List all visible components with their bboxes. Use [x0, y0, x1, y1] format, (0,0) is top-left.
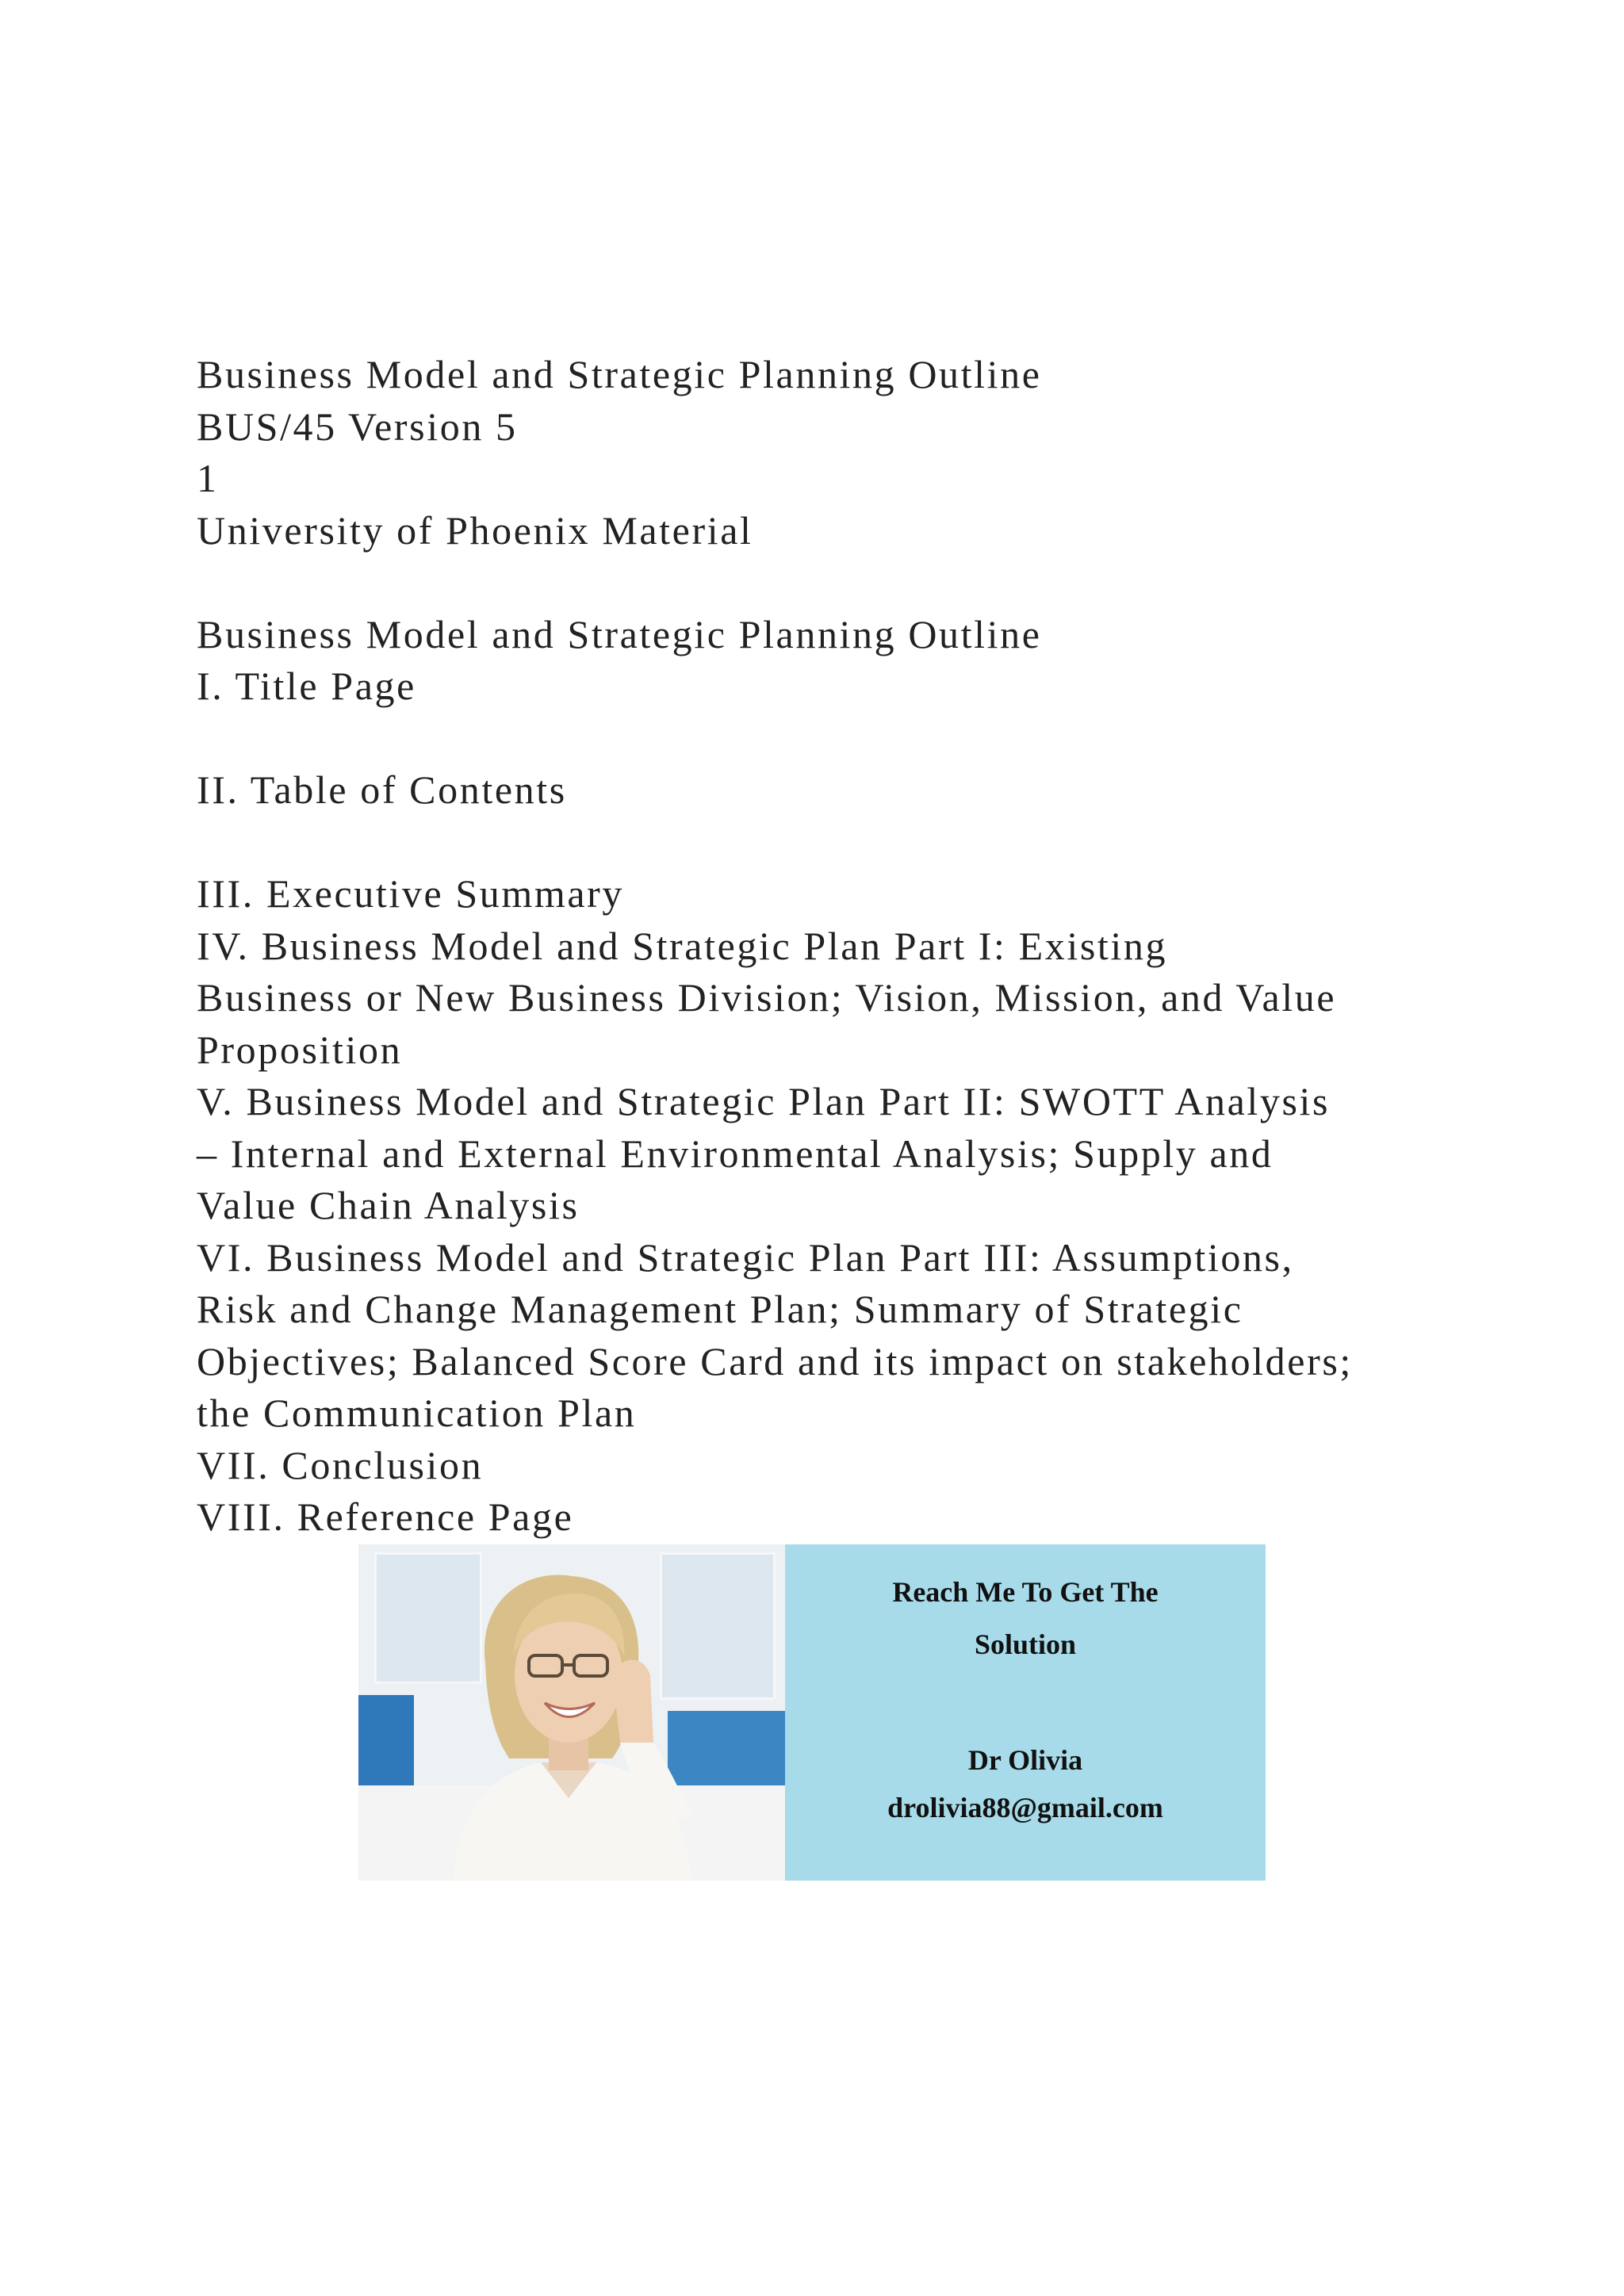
contact-email: drolivia88@gmail.com — [887, 1792, 1163, 1823]
spacer — [197, 817, 1497, 869]
promo-headline-cont: Solution — [974, 1628, 1077, 1660]
outline-item-part-2-cont: – Internal and External Environmental Analysis; Supply and — [197, 1131, 1274, 1176]
contact-name: Dr Olivia — [967, 1744, 1083, 1776]
outline-item-conclusion: VII. Conclusion — [197, 1442, 484, 1487]
spacer — [197, 557, 1497, 609]
institution: University of Phoenix Material — [197, 507, 753, 553]
outline-heading: Business Model and Strategic Planning Outline — [197, 611, 1042, 656]
course-version: BUS/45 Version 5 — [197, 404, 518, 449]
contact-card — [785, 1544, 1266, 1881]
promo-headline: Reach Me To Get The — [892, 1576, 1159, 1608]
outline-item-part-1-cont: Business or New Business Division; Vision, Mission, and Value — [197, 975, 1337, 1020]
document-body — [197, 349, 1497, 1544]
outline-item-part-3-cont: Risk and Change Management Plan; Summary of Strategic — [197, 1287, 1243, 1331]
outline-item-part-2-cont: Value Chain Analysis — [197, 1183, 580, 1227]
doc-title: Business Model and Strategic Planning Outline — [197, 352, 1042, 396]
outline-item-part-1-cont: Proposition — [197, 1027, 403, 1072]
outline-item-part-3-cont: the Communication Plan — [197, 1391, 637, 1435]
promo-banner — [358, 1544, 1266, 1881]
outline-item-reference-page: VIII. Reference Page — [197, 1494, 574, 1539]
outline-item-part-3-cont: Objectives; Balanced Score Card and its impact on stakeholders; — [197, 1338, 1353, 1383]
woman-photo — [358, 1544, 785, 1881]
outline-item-title-page: I. Title Page — [197, 664, 416, 708]
outline-item-part-1: IV. Business Model and Strategic Plan Part I: Existing — [197, 923, 1168, 968]
page-number: 1 — [197, 456, 219, 500]
spacer — [197, 713, 1497, 765]
woman-illustration — [358, 1544, 785, 1881]
outline-item-table-of-contents: II. Table of Contents — [197, 767, 567, 812]
outline-item-part-2: V. Business Model and Strategic Plan Part II: SWOTT Analysis — [197, 1079, 1331, 1123]
outline-item-part-3: VI. Business Model and Strategic Plan Part III: Assumptions, — [197, 1234, 1294, 1280]
outline-item-executive-summary: III. Executive Summary — [197, 871, 624, 916]
